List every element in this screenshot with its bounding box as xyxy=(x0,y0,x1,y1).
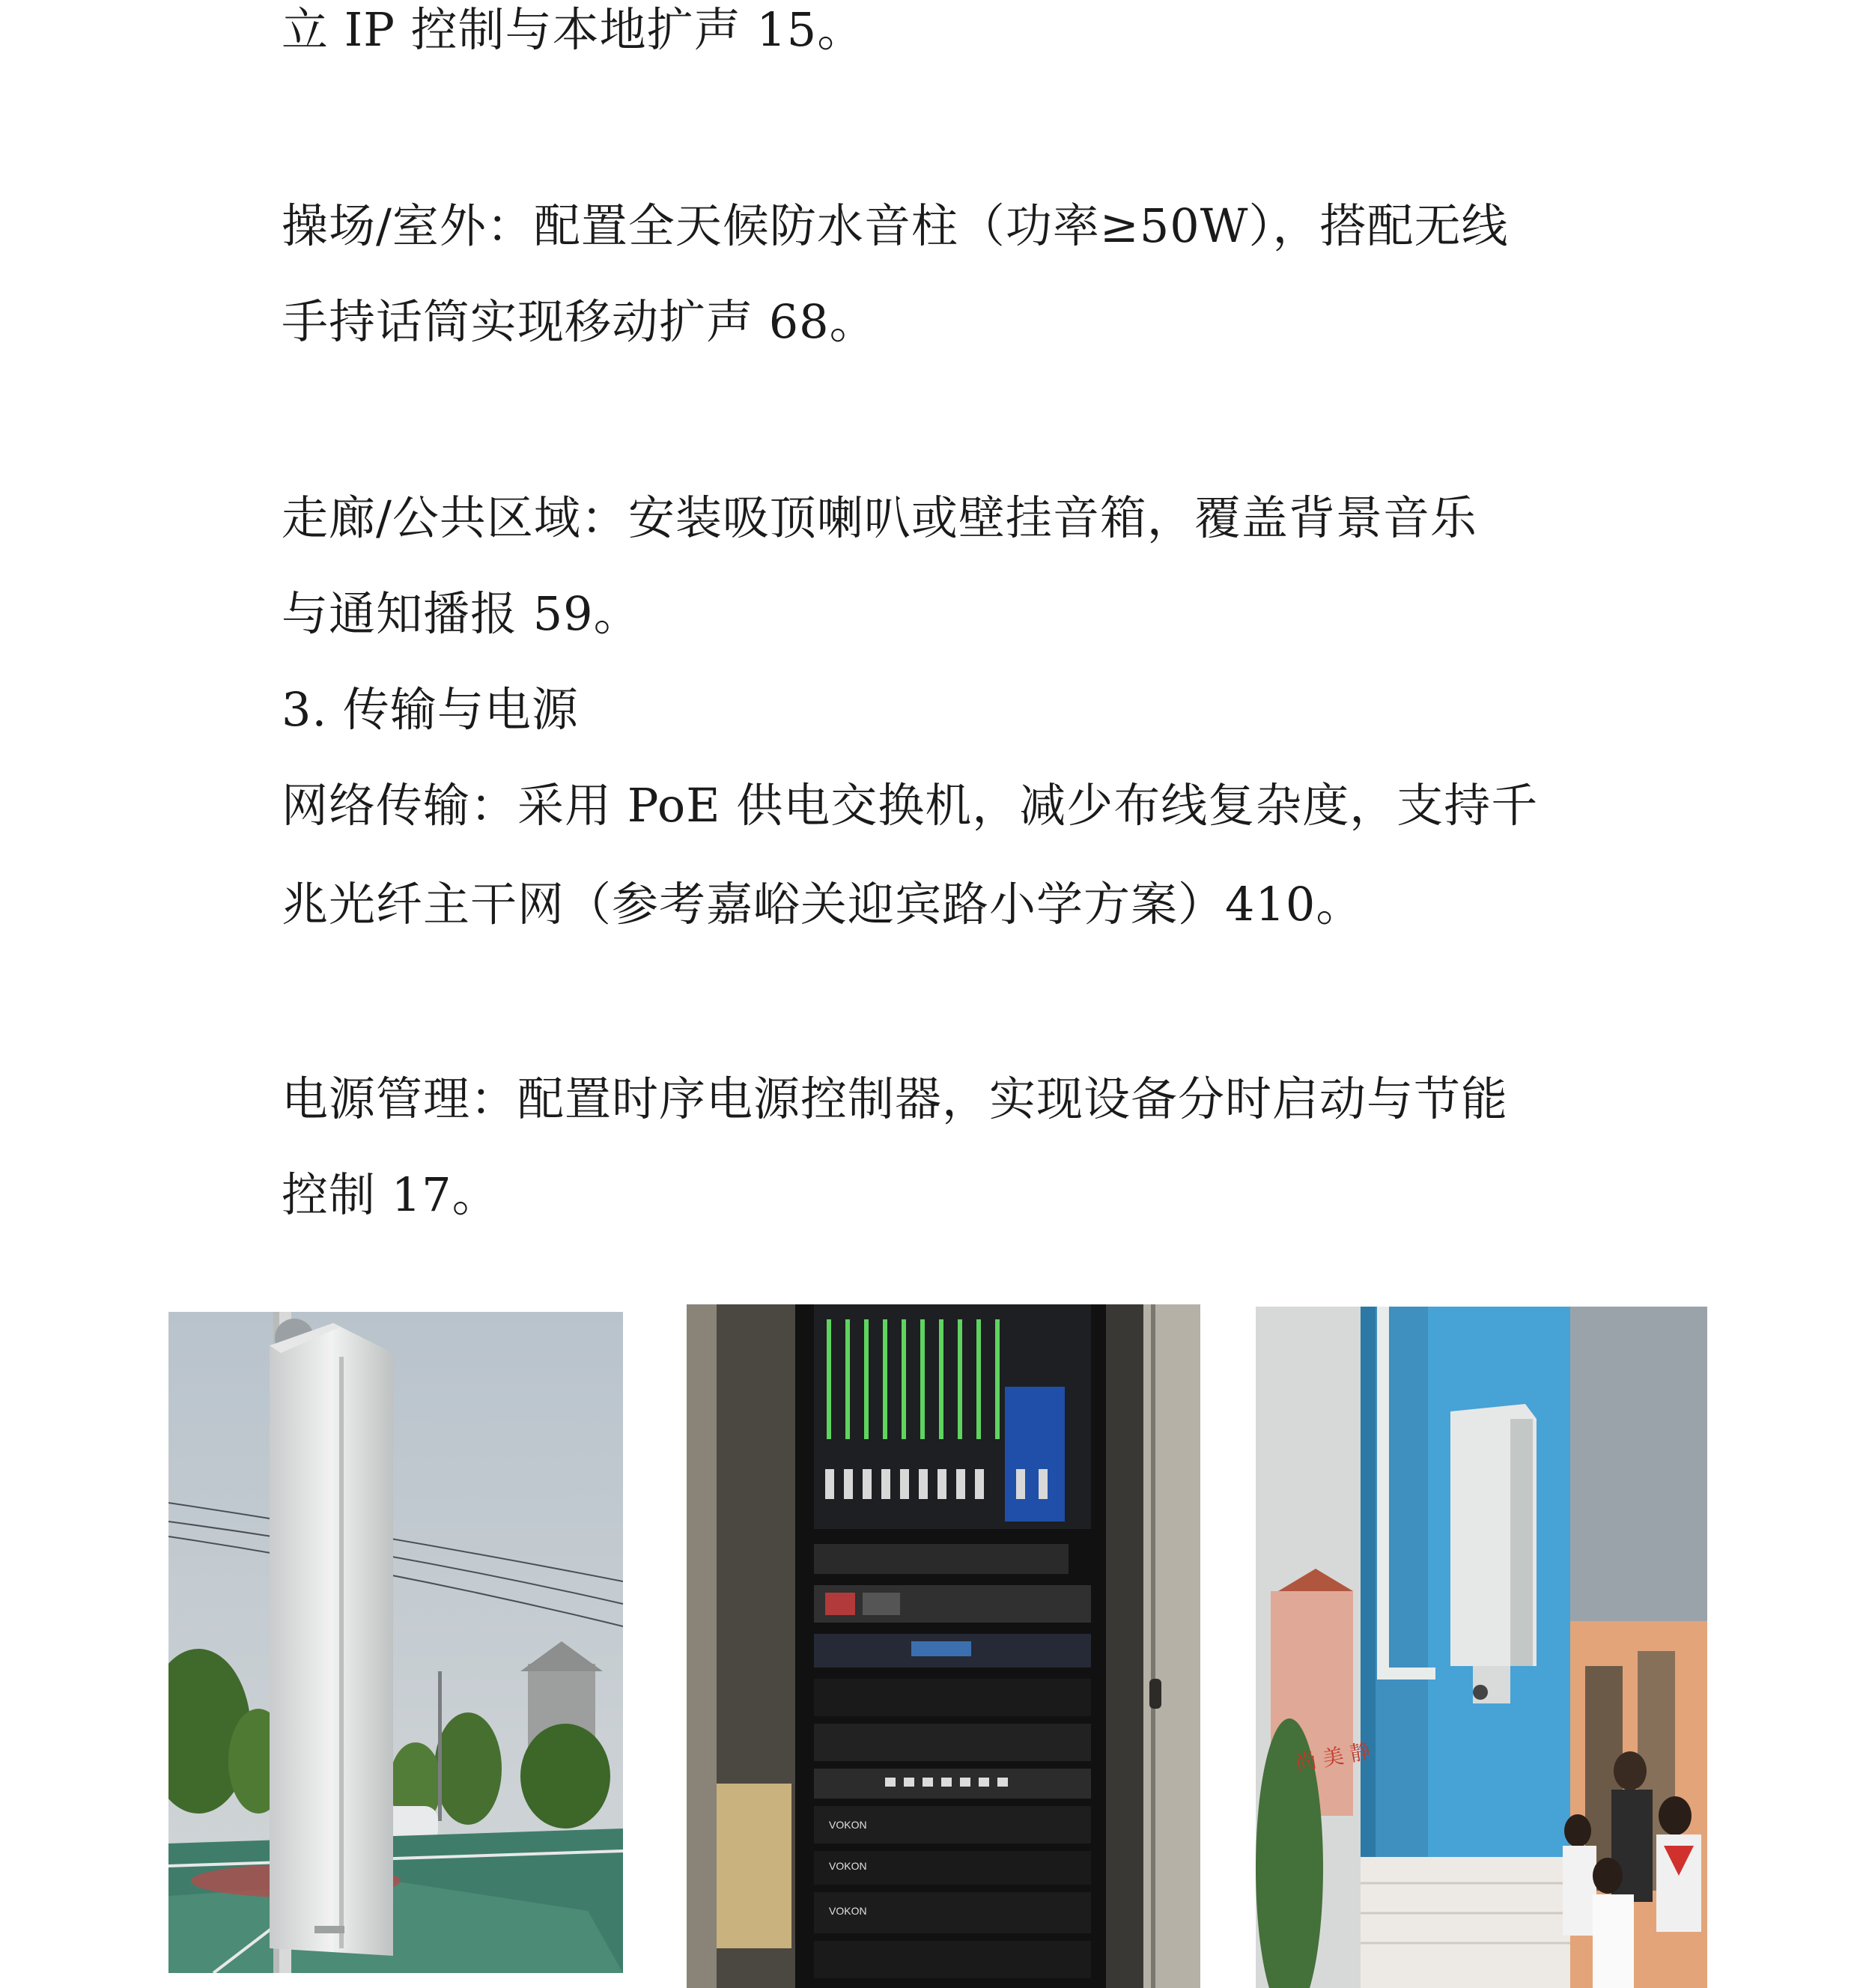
text-line-2: 操场/室外：配置全天候防水音柱（功率≥50W），搭配无线 xyxy=(282,198,1509,253)
text-line-5: 与通知播报 59。 xyxy=(282,586,641,641)
text-line-10: 控制 17。 xyxy=(282,1167,499,1222)
wall-sign-text: 尚 美 静 xyxy=(1293,1738,1373,1776)
text-line-8: 兆光纤主干网（参考嘉峪关迎宾路小学方案）410。 xyxy=(282,877,1364,931)
text-line-3: 手持话筒实现移动扩声 68。 xyxy=(282,294,877,349)
photo-equipment-rack xyxy=(687,1304,1200,1988)
photo-corridor-wall-speaker xyxy=(1256,1307,1707,1988)
photo-outdoor-column-speaker xyxy=(168,1312,623,1973)
text-line-9: 电源管理：配置时序电源控制器，实现设备分时启动与节能 xyxy=(282,1071,1509,1126)
section-heading: 3. 传输与电源 xyxy=(282,682,579,737)
text-line-4: 走廊/公共区域：安装吸顶喇叭或壁挂音箱，覆盖背景音乐 xyxy=(282,490,1477,545)
text-line-7: 网络传输：采用 PoE 供电交换机，减少布线复杂度，支持千 xyxy=(282,778,1539,833)
rack-brand-label-3: VOKON xyxy=(829,1905,867,1917)
text-line-1: 立 IP 控制与本地扩声 15。 xyxy=(282,2,865,57)
rack-brand-label-1: VOKON xyxy=(829,1819,867,1831)
rack-brand-label-2: VOKON xyxy=(829,1860,867,1872)
